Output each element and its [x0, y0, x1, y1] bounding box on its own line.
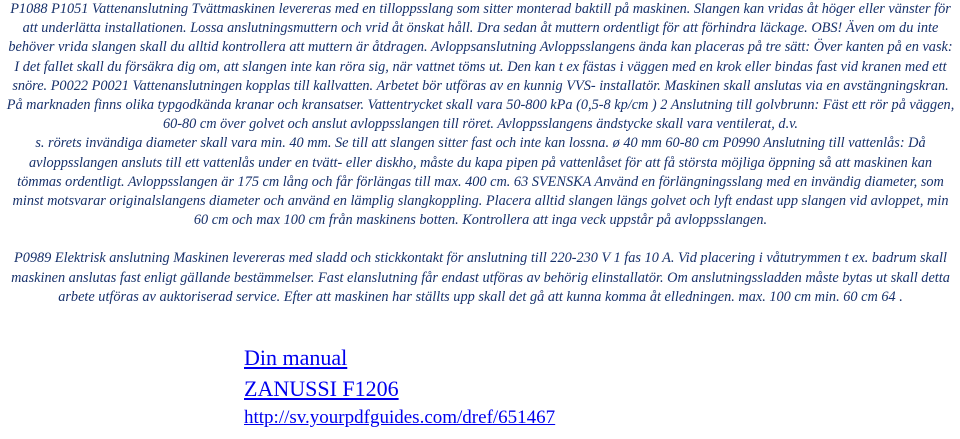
paragraph-spacer [5, 230, 956, 249]
manual-body-text [5, 0, 956, 307]
model-link[interactable]: ZANUSSI F1206 [244, 376, 399, 401]
pdf-guide-url-link[interactable]: http://sv.yourpdfguides.com/dref/651467 [244, 407, 556, 428]
din-manual-link[interactable]: Din manual [244, 345, 348, 370]
paragraph-water-drain-connection: P1088 P1051 Vattenanslutning Tvättmaskinen levereras med en tilloppsslang som sitter monterad baktill på maskinen. Slangen kan vridas åt höger eller vänster för att underlätta installationen. Lossa anslutningsmuttern och vrid åt önskat håll. Dra sedan åt muttern ordentligt för att förhindra läckage. OBS! Även om du inte behöver vrida slangen skall du alltid kontrollera att muttern är åtdragen. Avloppsanslutning Avloppsslangens ända kan placeras på tre sätt: Över kanten på en vask: I det fallet skall du försäkra dig om, att slangen inte kan röra sig, när vattnet töms ut. Den kan t ex fästas i väggen med en krok eller bindas fast vid kranen med ett snöre. P0022 P0021 Vattenanslutningen kopplas till kallvatten. Arbetet bör utföras av en kunnig VVS- installatör. Maskinen skall anslutas via en avstängningskran. På marknaden finns olika typgodkända kranar och kransatser. Vattentrycket skall vara 50-800 kPa (0,5-8 kp/cm ) 2 Anslutning till golvbrunn: Fäst ett rör på väggen, 60-80 cm över golvet och anslut avloppsslangen till röret. Avloppsslangens ändstycke skall vara ventilerat, d.v. [6, 1, 955, 133]
paragraph-drain-trap-extension: s. rörets invändiga diameter skall vara min. 40 mm. Se till att slangen sitter fast och inte kan lossna. ø 40 mm 60-80 cm P0990 Anslutning till vattenlås: Då avloppsslangen ansluts till ett vattenlås under en tvätt- eller diskho, måste du kapa pipen på vattenlåset för att få största möjliga öppning så att maskinen kan tömmas ordentligt. Avloppsslangen är 175 cm lång och får förlängas till max. 400 cm. 63 SVENSKA Använd en förlängningsslang med en invändig diameter, som minst motsvarar originalslangens diameter och använd en lämplig slangkoppling. Placera alltid slangen längs golvet och lyft endast upp slangen vid avloppet, min 60 cm och max 100 cm från maskinens botten. Kontrollera att inga veck uppstår på avloppsslangen. [12, 135, 949, 229]
paragraph-electrical-connection: P0989 Elektrisk anslutning Maskinen levereras med sladd och stickkontakt för anslutning till 220-230 V 1 fas 10 A. Vid placering i våtutrymmen t ex. badrum skall maskinen anslutas fast enligt gällande bestämmelser. Fast elanslutning får endast utföras av behörig elinstallatör. Om anslutningssladden måste bytas ut skall detta arbete utföras av auktoriserad service. Efter att maskinen har ställts upp skall det gå att kunna komma åt elledningen. max. 100 cm min. 60 cm 64 . [11, 250, 950, 305]
manual-links [244, 342, 555, 431]
